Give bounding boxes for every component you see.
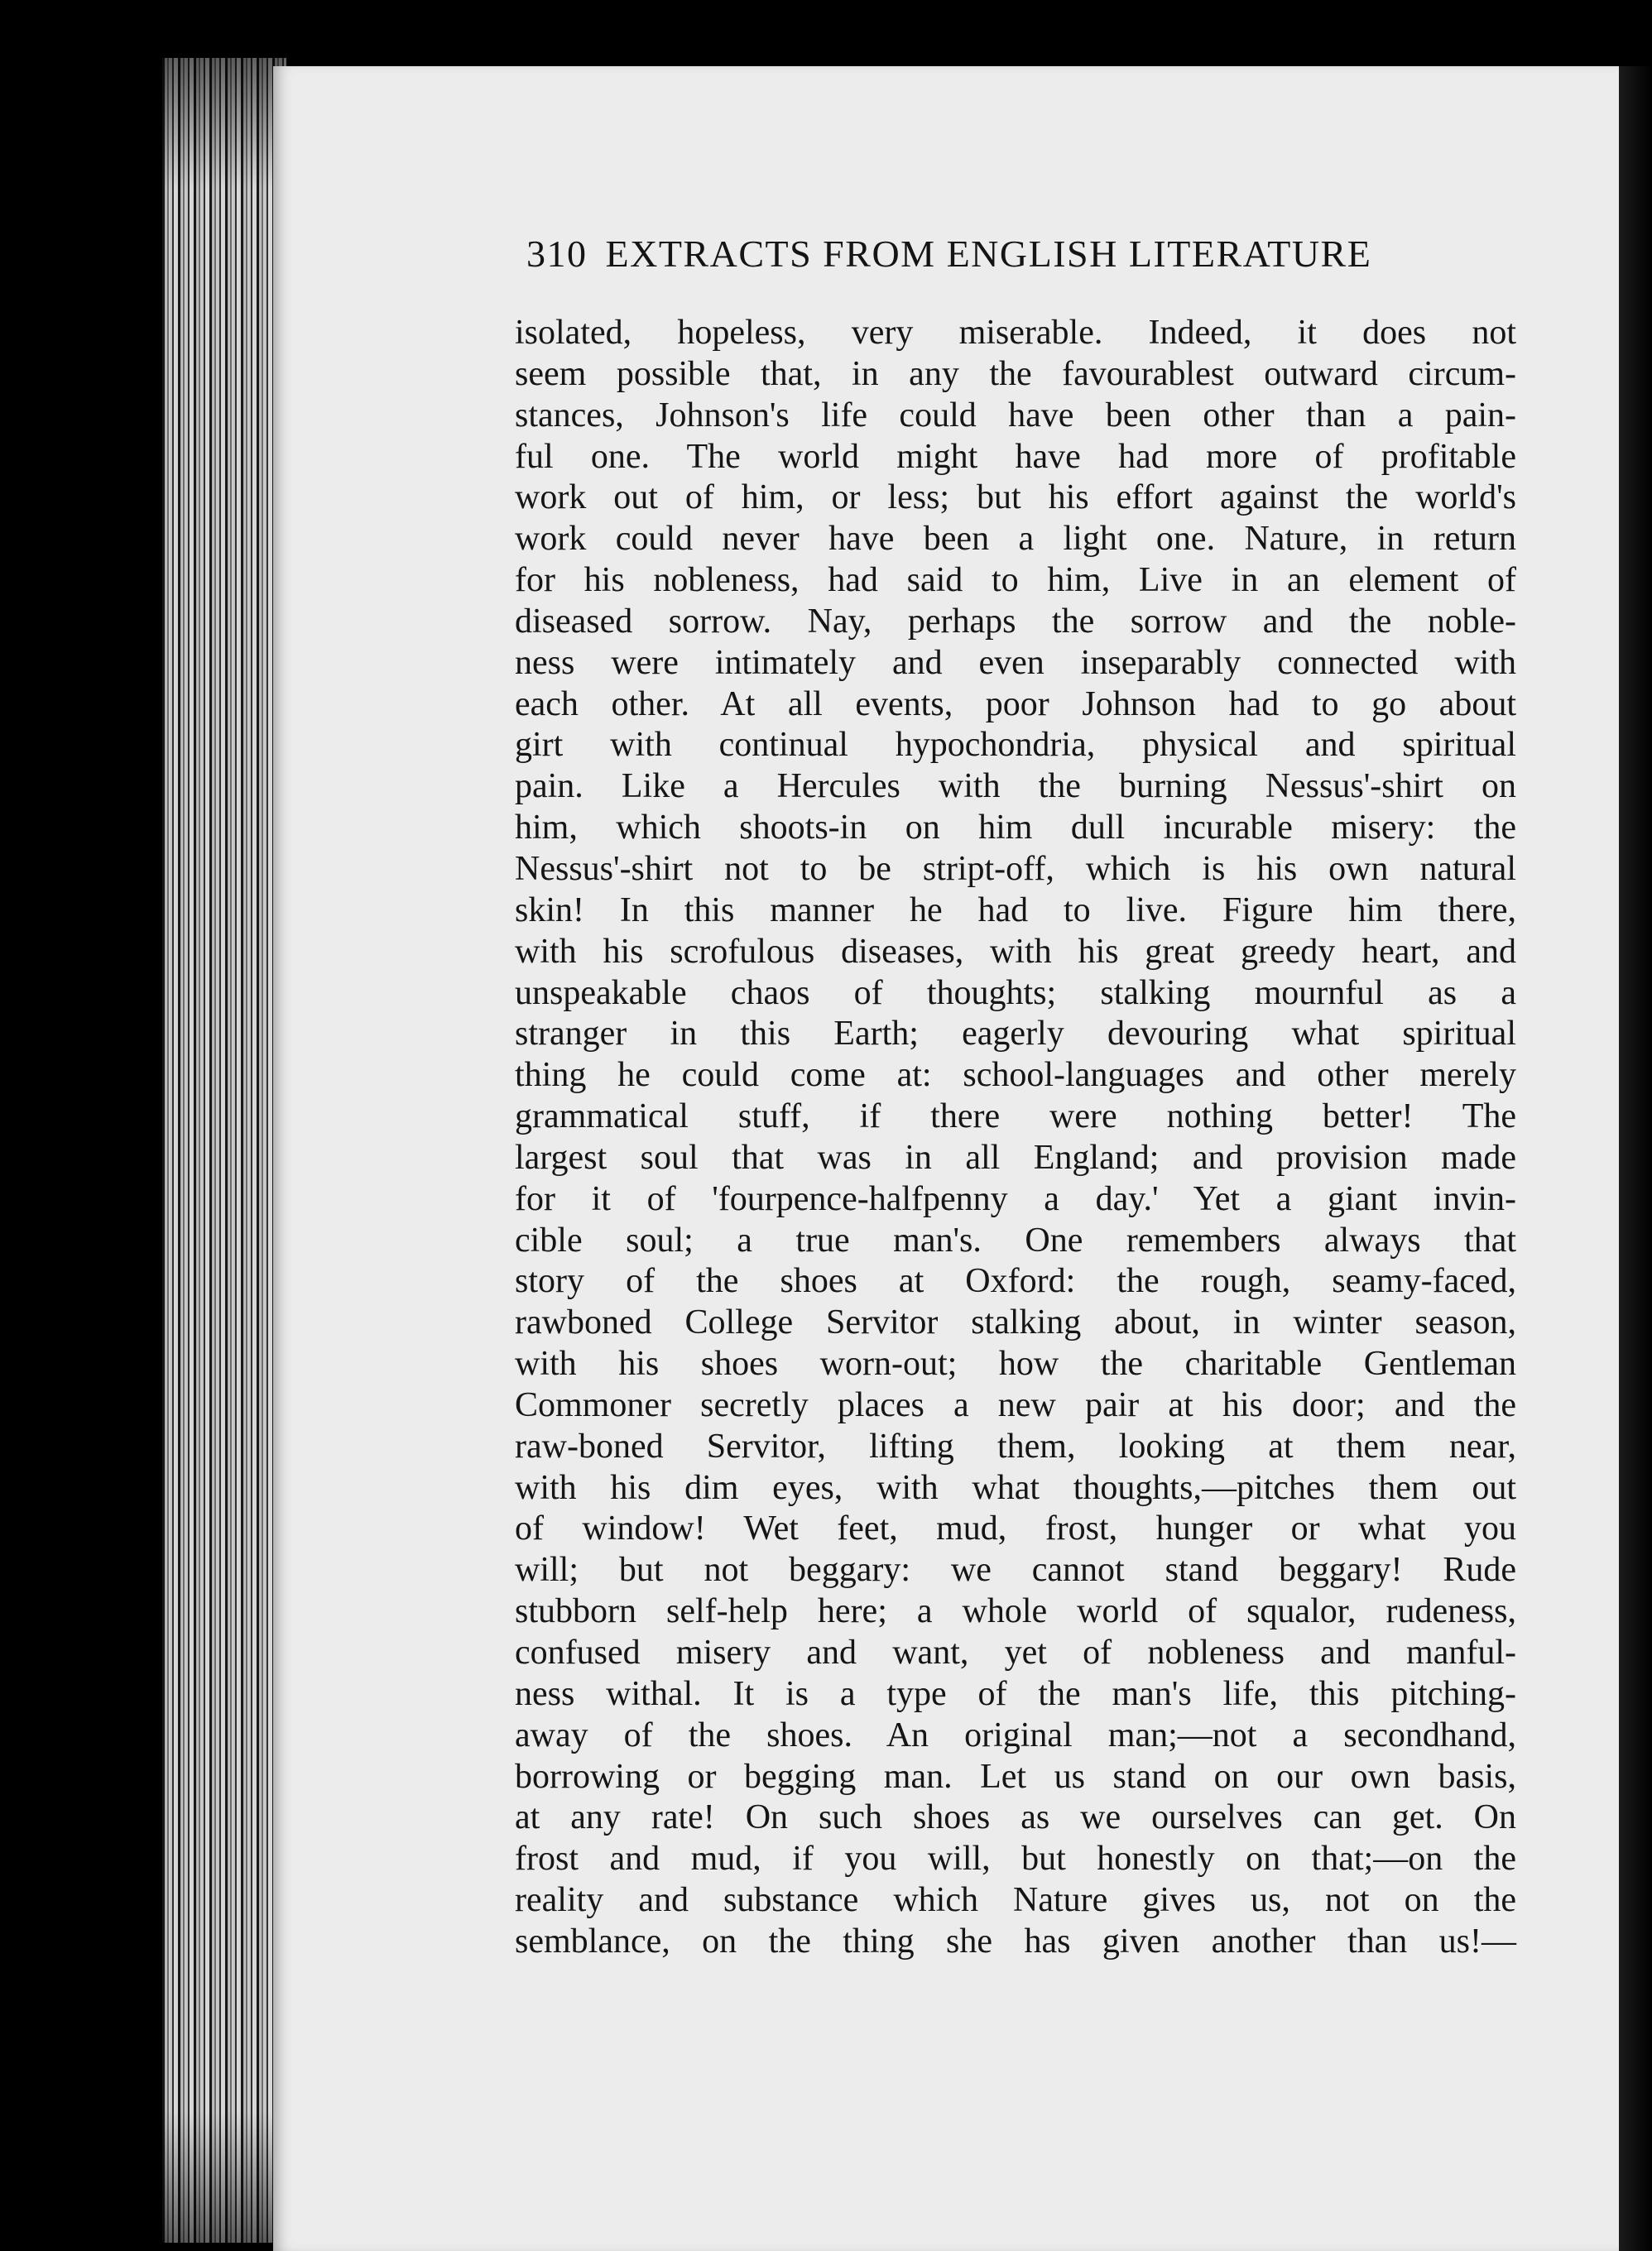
text-line: pain. Like a Hercules with the burning Nessus'-shirt on — [515, 767, 1516, 806]
text-line: girt with continual hypochondria, physical and spiritual — [515, 726, 1516, 765]
text-line: seem possible that, in any the favourablest outward circum- — [515, 354, 1516, 393]
text-line: largest soul that was in all England; and provision made — [515, 1138, 1516, 1177]
text-line: rawboned College Servitor stalking about, in winter season, — [515, 1303, 1516, 1342]
text-line: each other. At all events, poor Johnson had to go about — [515, 684, 1516, 723]
text-line: ness were intimately and even inseparably connected with — [515, 643, 1516, 682]
text-line: unspeakable chaos of thoughts; stalking mournful as a — [515, 973, 1516, 1012]
text-line: semblance, on the thing she has given another than us!— — [515, 1922, 1516, 1961]
text-line: at any rate! On such shoes as we ourselves can get. On — [515, 1798, 1516, 1837]
text-line: with his dim eyes, with what thoughts,—pitches them out — [515, 1468, 1516, 1507]
text-line: Nessus'-shirt not to be stript-off, which is his own natural — [515, 849, 1516, 888]
text-line: confused misery and want, yet of nobleness and manful- — [515, 1634, 1516, 1672]
text-line: Commoner secretly places a new pair at his door; and the — [515, 1385, 1516, 1424]
text-line: reality and substance which Nature gives us, not on the — [515, 1881, 1516, 1920]
text-line: of window! Wet feet, mud, frost, hunger or what you — [515, 1509, 1516, 1548]
right-scan-edge — [1619, 66, 1652, 2251]
text-line: with his shoes worn-out; how the charitable Gentleman — [515, 1345, 1516, 1384]
text-line: for it of 'fourpence-halfpenny a day.' Yet a giant invin- — [515, 1179, 1516, 1218]
page-number: 310 — [526, 233, 588, 275]
text-line: skin! In this manner he had to live. Figure him there, — [515, 890, 1516, 929]
text-line: stances, Johnson's life could have been other than a pain- — [515, 396, 1516, 434]
text-line: raw-boned Servitor, lifting them, looking at them near, — [515, 1427, 1516, 1466]
text-line: story of the shoes at Oxford: the rough, seamy-faced, — [515, 1262, 1516, 1301]
text-line: ness withal. It is a type of the man's life, this pitching- — [515, 1674, 1516, 1713]
text-line: away of the shoes. An original man;—not a secondhand, — [515, 1716, 1516, 1754]
running-header — [526, 232, 1520, 290]
text-line: him, which shoots-in on him dull incurable misery: the — [515, 809, 1516, 847]
running-title: EXTRACTS FROM ENGLISH LITERATURE — [605, 233, 1372, 275]
page-edges-shadow — [162, 58, 286, 2243]
text-line: work could never have been a light one. Nature, in return — [515, 520, 1516, 559]
text-line: borrowing or begging man. Let us stand on our own basis, — [515, 1757, 1516, 1796]
text-line: stranger in this Earth; eagerly devouring what spiritual — [515, 1015, 1516, 1054]
text-line: cible soul; a true man's. One remembers always that — [515, 1221, 1516, 1260]
text-line: will; but not beggary: we cannot stand beggary! Rude — [515, 1551, 1516, 1590]
text-line: diseased sorrow. Nay, perhaps the sorrow and the noble- — [515, 602, 1516, 641]
text-line: with his scrofulous diseases, with his great greedy heart, and — [515, 932, 1516, 971]
text-line: stubborn self-help here; a whole world of squalor, rudeness, — [515, 1592, 1516, 1631]
text-line: isolated, hopeless, very miserable. Indeed, it does not — [515, 314, 1516, 352]
text-line: thing he could come at: school-languages and other merely — [515, 1056, 1516, 1095]
text-line: for his nobleness, had said to him, Live in an element of — [515, 561, 1516, 600]
text-line: ful one. The world might have had more of profitable — [515, 437, 1516, 476]
text-line: frost and mud, if you will, but honestly on that;—on the — [515, 1840, 1516, 1879]
body-text — [515, 313, 1516, 1963]
text-line: work out of him, or less; but his effort against the world's — [515, 478, 1516, 517]
text-line: grammatical stuff, if there were nothing better! The — [515, 1097, 1516, 1136]
